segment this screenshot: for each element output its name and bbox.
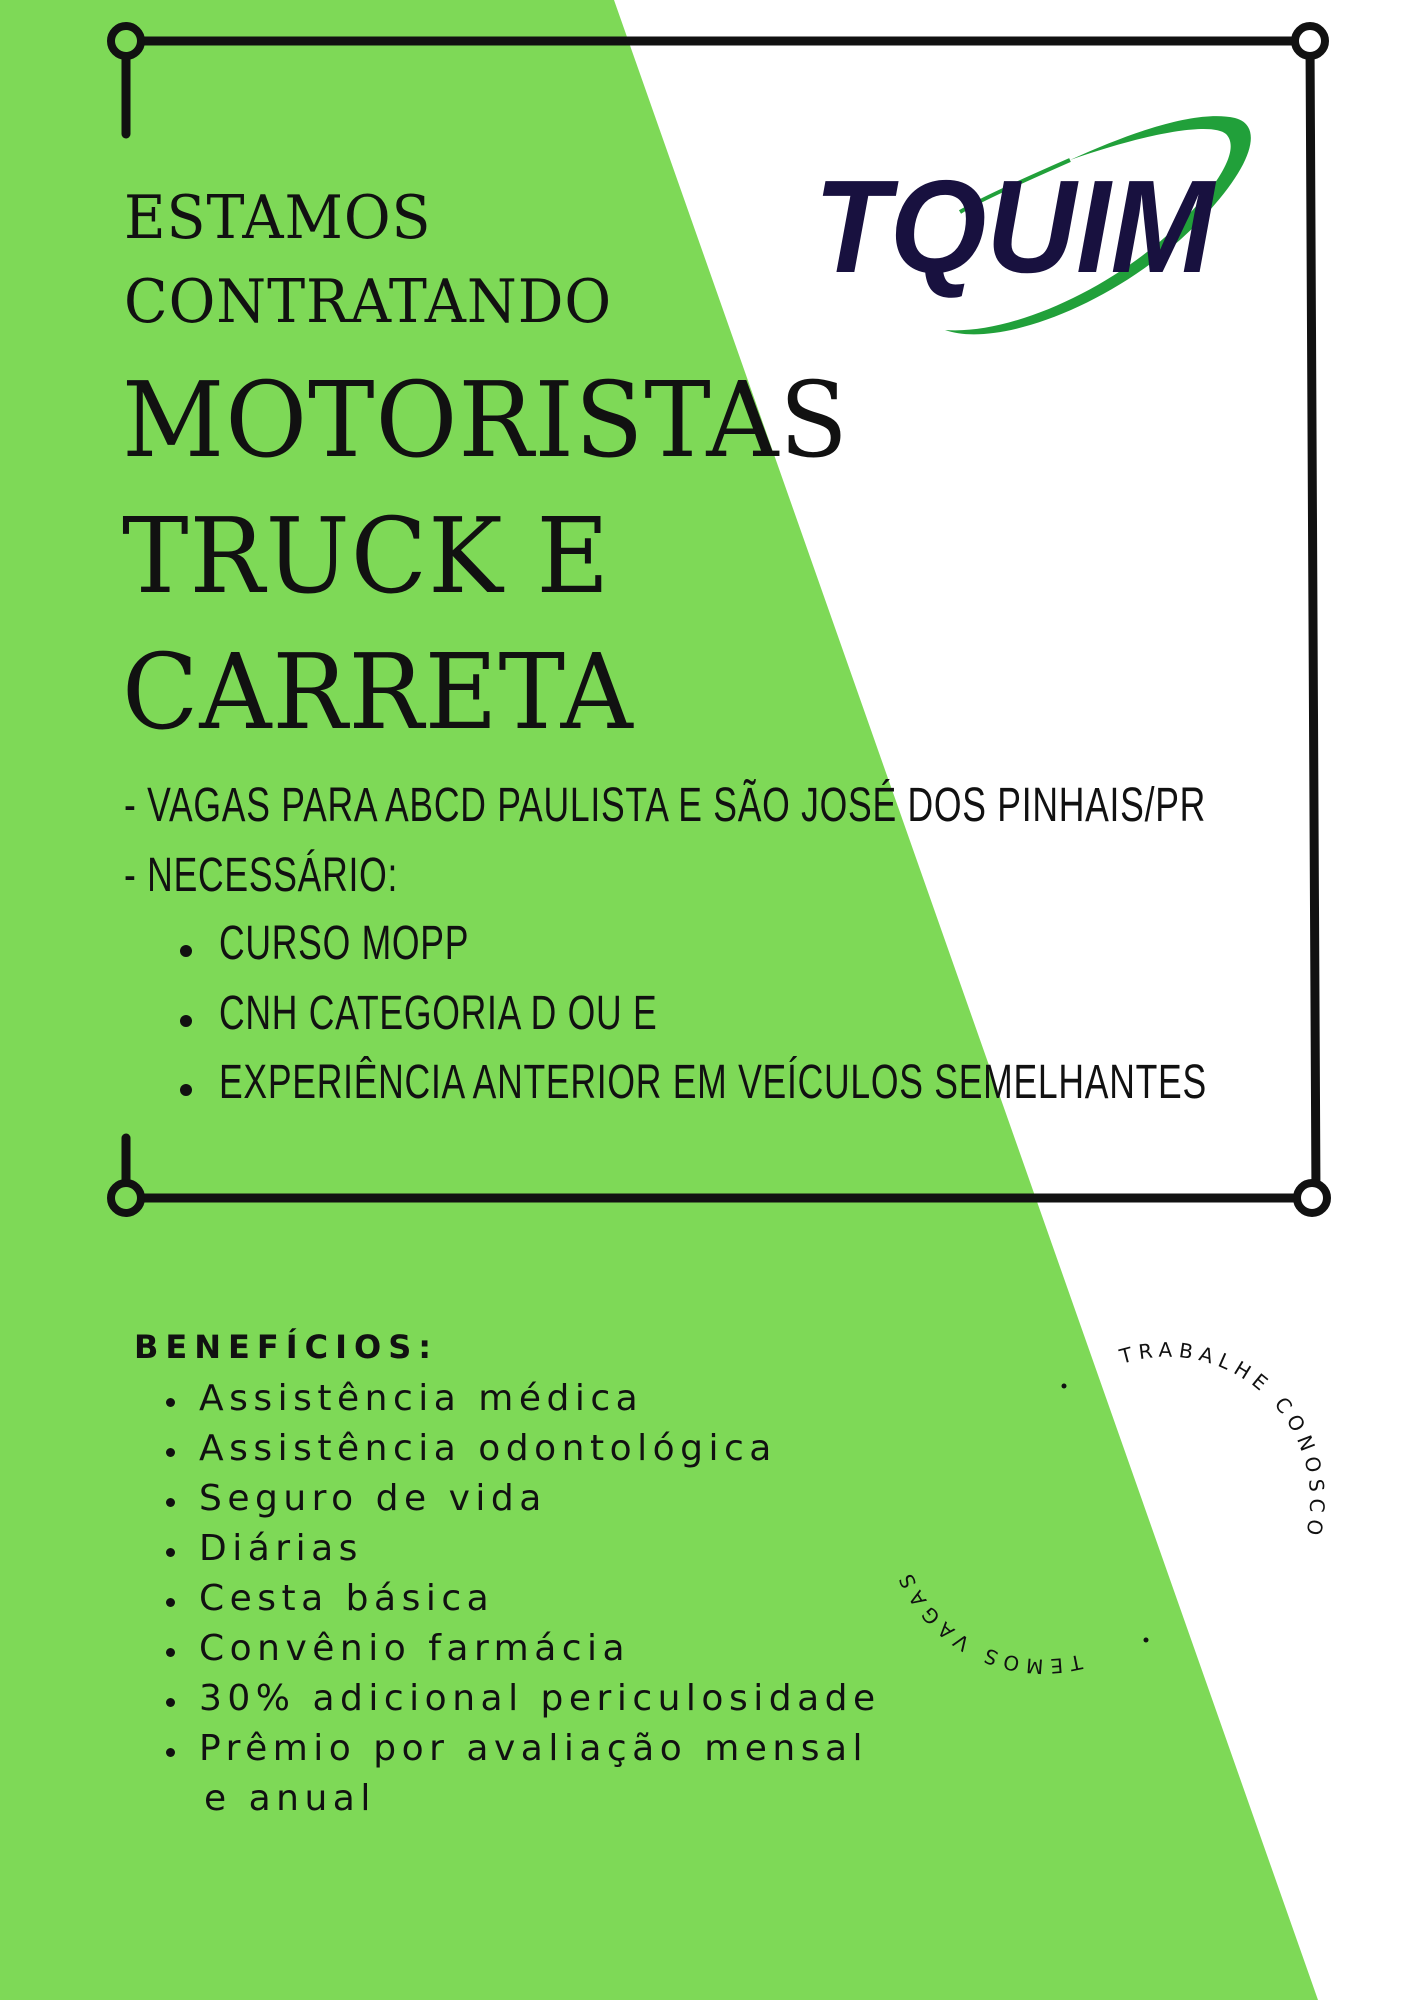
necessario-line: - NECESSÁRIO: (124, 849, 399, 902)
badge-dot (1144, 1638, 1149, 1643)
requirement-item: EXPERIÊNCIA ANTERIOR EM VEÍCULOS SEMELHANTES (219, 1056, 1207, 1109)
badge-dot (1062, 1384, 1067, 1389)
benefit-dot (166, 1448, 175, 1457)
badge-text-trabalhe: TRABALHE CONOSCO (1117, 1337, 1330, 1544)
benefit-dot (166, 1398, 175, 1407)
benefit-item-continuation: e anual (204, 1778, 376, 1819)
title-carreta: CARRETA (122, 631, 634, 753)
badge-text-vagas: TEMOS VAGAS (891, 1564, 1085, 1679)
title-truck: TRUCK E (122, 495, 611, 617)
benefit-item: Assistência odontológica (199, 1428, 777, 1469)
bullet-dot (180, 1015, 192, 1027)
requirement-item: CURSO MOPP (219, 917, 470, 970)
vagas-line: - VAGAS PARA ABCD PAULISTA E SÃO JOSÉ DOS PINHAIS/PR (124, 779, 1207, 832)
benefit-item: Cesta básica (199, 1578, 495, 1619)
benefit-dot (166, 1498, 175, 1507)
benefit-dot (166, 1598, 175, 1607)
benefit-dot (166, 1698, 175, 1707)
logo-wordmark: TQUIM (814, 153, 1217, 300)
benefit-item: Assistência médica (199, 1378, 644, 1419)
benefit-item: Convênio farmácia (199, 1628, 631, 1669)
header-line-contratando: CONTRATANDO (124, 267, 613, 337)
benefit-item: 30% adicional periculosidade (199, 1678, 881, 1719)
benefits-title: BENEFÍCIOS: (134, 1328, 439, 1366)
benefit-item: Prêmio por avaliação mensal (199, 1728, 869, 1769)
benefit-dot (166, 1548, 175, 1557)
bullet-dot (180, 945, 192, 957)
benefit-dot (166, 1748, 175, 1757)
title-motoristas: MOTORISTAS (122, 359, 849, 481)
benefit-item: Diárias (199, 1528, 363, 1569)
bullet-dot (180, 1084, 192, 1096)
requirement-item: CNH CATEGORIA D OU E (219, 987, 658, 1040)
benefit-item: Seguro de vida (199, 1478, 547, 1519)
header-line-estamos: ESTAMOS (124, 183, 432, 253)
benefit-dot (166, 1648, 175, 1657)
